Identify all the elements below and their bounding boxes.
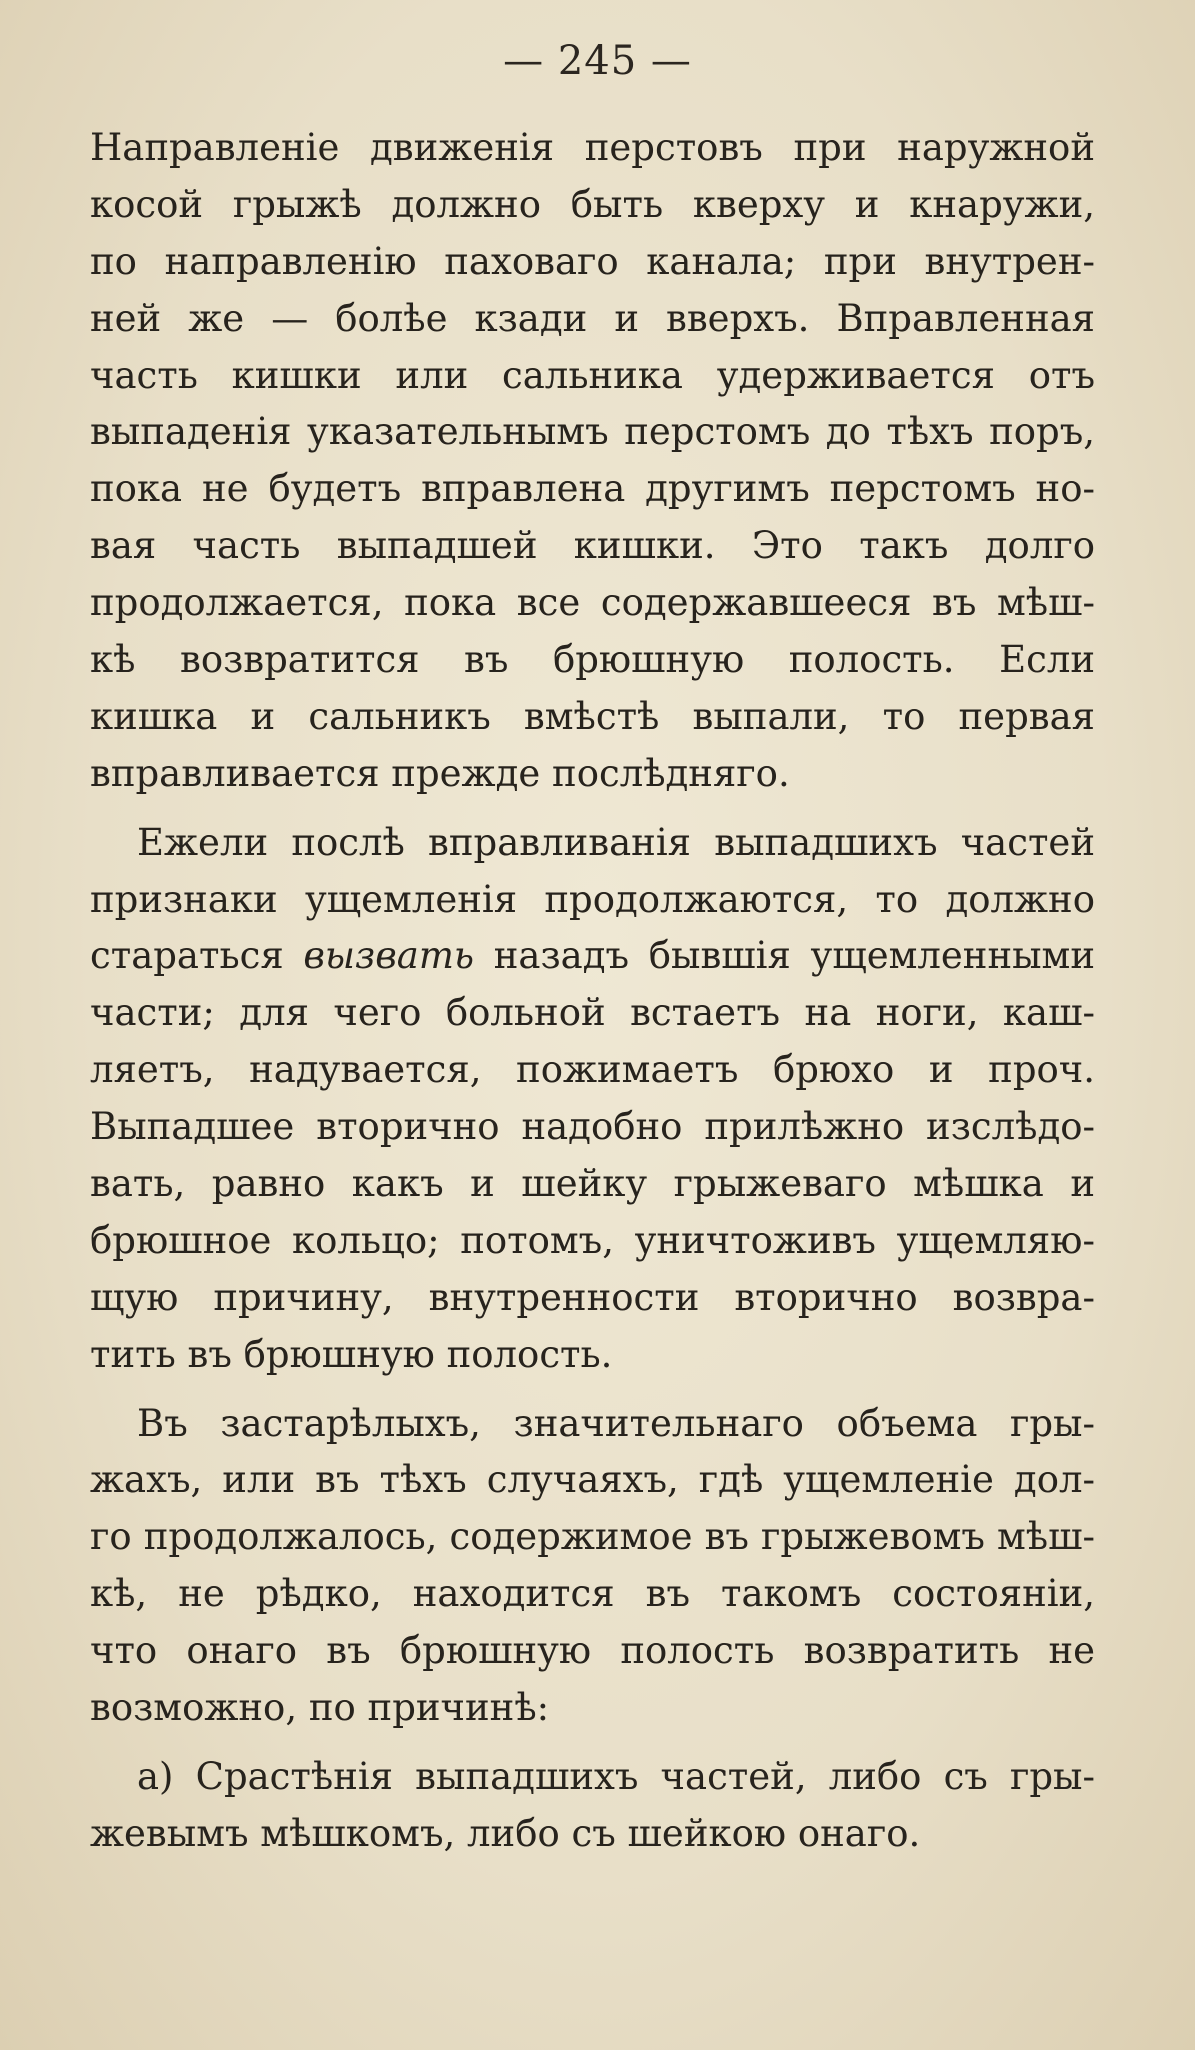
text-line: по направленію паховаго канала; при внутрен- [90, 239, 1095, 283]
text-line: щую причину, внутренности вторично возвра- [90, 1275, 1095, 1319]
text-line: Въ застарѣлыхъ, значительнаго объема гры- [137, 1401, 1095, 1445]
text-line: а) Срастѣнія выпадшихъ частей, либо съ гры- [137, 1754, 1095, 1798]
emphasized-word: вызвать [303, 934, 475, 978]
paragraph [90, 1749, 1095, 1863]
text-line: Ежели послѣ вправливанія выпадшихъ частей [137, 820, 1095, 864]
paragraph [90, 120, 1095, 803]
text-line: что онаго въ брюшную полость возвратить не [90, 1629, 1095, 1673]
text-line: го продолжалось, содержимое въ грыжевомъ мѣш- [90, 1515, 1095, 1559]
text-line: Направленіе движенія перстовъ при наружной [90, 126, 1095, 169]
text-line: возможно, по причинѣ: [90, 1686, 550, 1730]
text-line: выпаденія указательнымъ перстомъ до тѣхъ поръ, [90, 410, 1095, 454]
text-line: кишка и сальникъ вмѣстѣ выпали, то первая [90, 694, 1095, 738]
body-text [90, 120, 1095, 1863]
text-line: брюшное кольцо; потомъ, уничтоживъ ущемляю- [90, 1218, 1095, 1262]
text-line: жевымъ мѣшкомъ, либо съ шейкою онаго. [90, 1811, 921, 1855]
text-line: вправливается прежде послѣдняго. [90, 751, 790, 795]
text-segment: назадъ бывшія ущемленными [474, 934, 1095, 978]
text-line-with-emphasis [90, 928, 1095, 985]
page-number: — 245 — [503, 38, 692, 84]
paragraph [90, 1396, 1095, 1737]
text-line: косой грыжѣ должно быть кверху и кнаружи, [90, 182, 1095, 226]
text-line: вать, равно какъ и шейку грыжеваго мѣшка и [90, 1162, 1095, 1206]
text-line: часть кишки или сальника удерживается отъ [90, 353, 1095, 397]
text-line: продолжается, пока все содержавшееся въ мѣш- [90, 581, 1095, 625]
text-line: ней же — болѣе кзади и вверхъ. Вправленная [90, 296, 1095, 340]
text-line: пока не будетъ вправлена другимъ перстомъ но- [90, 467, 1095, 511]
text-line: кѣ возвратится въ брюшную полость. Если [90, 638, 1095, 682]
text-line: кѣ, не рѣдко, находится въ такомъ состояніи, [90, 1572, 1095, 1616]
text-segment: стараться [90, 934, 304, 978]
paragraph [90, 815, 1095, 1384]
text-line: жахъ, или въ тѣхъ случаяхъ, гдѣ ущемленіе дол- [90, 1458, 1095, 1502]
text-line: Выпадшее вторично надобно прилѣжно изслѣдо- [90, 1105, 1095, 1149]
text-line: ляетъ, надувается, пожимаетъ брюхо и проч. [90, 1048, 1095, 1092]
text-line: тить въ брюшную полость. [90, 1332, 613, 1376]
text-line: вая часть выпадшей кишки. Это такъ долго [90, 524, 1095, 568]
text-line: признаки ущемленія продолжаются, то должно [90, 877, 1095, 921]
text-line: части; для чего больной встаетъ на ноги, каш- [90, 991, 1095, 1035]
